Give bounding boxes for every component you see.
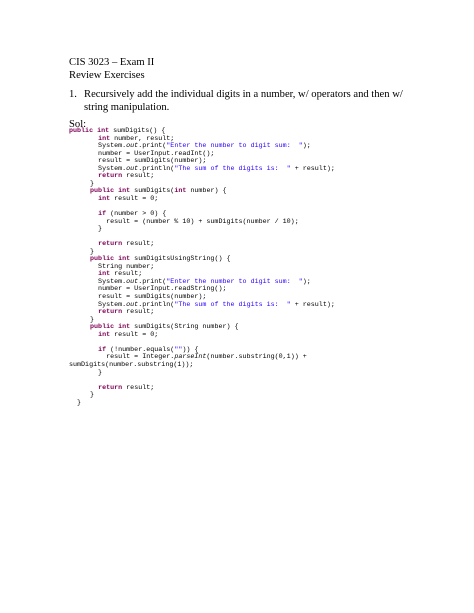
code-line xyxy=(69,392,335,400)
code-token: .print( xyxy=(138,142,167,151)
code-token: sumDigits(String number) { xyxy=(130,323,239,332)
code-string: "" xyxy=(174,345,183,354)
question-number: 1. xyxy=(69,89,77,100)
code-token: ); xyxy=(302,142,311,151)
code-keyword: return xyxy=(98,308,123,317)
code-token: result = sumDigits(number); xyxy=(82,293,207,302)
code-keyword: int xyxy=(98,270,111,279)
document-subtitle: Review Exercises xyxy=(69,70,145,81)
code-token: parseInt xyxy=(174,353,207,362)
code-keyword: public int xyxy=(90,323,131,332)
code-keyword: return xyxy=(98,172,123,181)
code-line xyxy=(69,173,335,181)
code-token: result = 0; xyxy=(110,330,159,339)
code-string: "Enter the number to digit sum: " xyxy=(166,277,303,286)
question-1 xyxy=(69,88,409,114)
code-token: result; xyxy=(122,172,155,181)
document-heading xyxy=(69,56,154,82)
code-token: out xyxy=(126,142,139,151)
code-string: "The sum of the digits is: " xyxy=(174,300,291,309)
code-block xyxy=(69,128,335,407)
code-line xyxy=(69,241,335,249)
code-token: out xyxy=(126,164,139,173)
code-token: sumDigits(number.substring(1)); xyxy=(69,360,194,369)
code-keyword: int xyxy=(98,134,111,143)
code-token: } xyxy=(82,391,95,400)
code-token: sumDigits() { xyxy=(109,127,166,135)
code-token: result = (number % 10) + sumDigits(number / 10); xyxy=(82,217,299,226)
code-token: result = sumDigits(number); xyxy=(82,157,207,166)
code-line xyxy=(69,362,335,370)
course-title: CIS 3023 – Exam II xyxy=(69,57,155,68)
code-token: System. xyxy=(82,277,127,286)
solution-label: Sol: xyxy=(69,119,87,130)
code-token: result; xyxy=(122,383,155,392)
code-keyword: int xyxy=(174,187,187,196)
code-token: number) { xyxy=(186,187,227,196)
code-line xyxy=(69,226,335,234)
code-keyword: public int xyxy=(90,187,131,196)
code-token: result; xyxy=(110,270,143,279)
code-token: number = UserInput.readString(); xyxy=(82,285,227,294)
code-token: result; xyxy=(122,308,155,317)
code-token: result; xyxy=(122,240,155,249)
code-token: } xyxy=(82,368,103,377)
code-token: number, result; xyxy=(110,134,175,143)
code-token: + result); xyxy=(290,164,335,173)
code-token: out xyxy=(126,300,139,309)
code-token: .println( xyxy=(138,300,175,309)
code-token: (!number.equals( xyxy=(106,345,175,354)
code-token: } xyxy=(82,225,103,234)
code-token: .println( xyxy=(138,164,175,173)
code-line xyxy=(69,196,335,204)
code-token xyxy=(82,331,98,339)
code-token: (number.substring(0,1)) + xyxy=(206,353,307,362)
code-line xyxy=(69,219,335,227)
code-line xyxy=(69,400,335,408)
code-keyword: if xyxy=(98,345,107,354)
code-line xyxy=(69,309,335,317)
code-keyword: int xyxy=(98,330,111,339)
code-keyword: return xyxy=(98,383,123,392)
code-token: String number; xyxy=(82,262,155,271)
code-string: "The sum of the digits is: " xyxy=(174,164,291,173)
code-token: sumDigits( xyxy=(130,187,175,196)
code-token: System. xyxy=(82,142,127,151)
code-token: ); xyxy=(302,277,311,286)
code-token: System. xyxy=(82,164,127,173)
code-token: .print( xyxy=(138,277,167,286)
code-token: (number > 0) { xyxy=(106,210,167,219)
code-token: } xyxy=(82,315,95,324)
code-token: result = Integer. xyxy=(82,353,175,362)
code-keyword: int xyxy=(98,194,111,203)
code-keyword: public int xyxy=(69,127,110,135)
code-token: sumDigitsUsingString() { xyxy=(130,255,231,264)
code-keyword: return xyxy=(98,240,123,249)
code-keyword: public int xyxy=(90,255,131,264)
code-string: "Enter the number to digit sum: " xyxy=(166,142,303,151)
code-line xyxy=(69,332,335,340)
code-token: number = UserInput.readInt(); xyxy=(82,149,215,158)
code-token: )) { xyxy=(182,345,199,354)
code-token: } xyxy=(77,398,82,407)
code-token: result = 0; xyxy=(110,194,159,203)
code-token xyxy=(82,195,98,203)
code-token: } xyxy=(82,247,95,256)
code-token: + result); xyxy=(290,300,335,309)
code-line xyxy=(69,370,335,378)
code-line xyxy=(69,385,335,393)
code-token: } xyxy=(82,179,95,188)
code-token: out xyxy=(126,277,139,286)
code-keyword: if xyxy=(98,210,107,219)
question-text: Recursively add the individual digits in a number, w/ operators and then w/ string manipulation. xyxy=(84,89,403,113)
code-token: System. xyxy=(82,300,127,309)
